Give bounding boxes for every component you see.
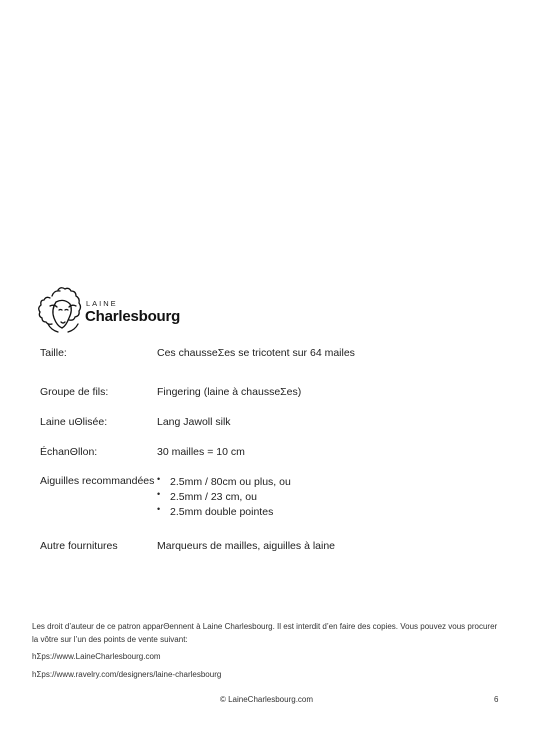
list-item-text: 2.5mm / 80cm ou plus, ou [170, 476, 291, 488]
list-item [157, 505, 291, 520]
ravelry-link[interactable]: hΣps://www.ravelry.com/designers/laine-charlesbourg [32, 670, 222, 679]
spec-label: Autre fournitures [40, 540, 118, 552]
bullet-icon: • [157, 504, 161, 514]
website-link[interactable]: hΣps://www.LaineCharlesbourg.com [32, 652, 161, 661]
list-item [157, 475, 291, 490]
spec-value: Ces chausseΣes se tricotent sur 64 mailes [157, 347, 355, 359]
brand-name: Charlesbourg [85, 308, 181, 325]
spec-value: Marqueurs de mailles, aiguilles à laine [157, 540, 336, 552]
brand-logo [36, 284, 181, 340]
spec-label: Laine uΘlisée: [40, 416, 108, 428]
spec-label: ÉchanΘllon: [40, 446, 98, 458]
spec-label: Aiguilles recommandées [40, 475, 155, 487]
brand-top-text: LAINE [86, 299, 118, 308]
copyright-notice: Les droit d’auteur de ce patron apparΘennent à Laine Charlesbourg. Il est interdit d’en faire des copies. Vous pouvez vous procurer la vôtre sur l’un des points de vente suivant: [32, 622, 498, 644]
list-item-text: 2.5mm / 23 cm, ou [170, 491, 257, 503]
needle-list [157, 475, 291, 520]
spec-label: Taille: [40, 347, 67, 359]
footer-copyright: © LaineCharlesbourg.com [219, 695, 314, 704]
bullet-icon: • [157, 474, 161, 484]
spec-value: 30 mailles = 10 cm [157, 446, 245, 458]
spec-label: Groupe de fils: [40, 386, 109, 398]
spec-value: Fingering (laine à chausseΣes) [157, 386, 302, 398]
spec-value: Lang Jawoll silk [157, 416, 231, 428]
page-number: 6 [494, 695, 499, 704]
sheep-icon [36, 284, 88, 336]
list-item [157, 490, 291, 505]
bullet-icon: • [157, 489, 161, 499]
list-item-text: 2.5mm double pointes [170, 506, 274, 518]
